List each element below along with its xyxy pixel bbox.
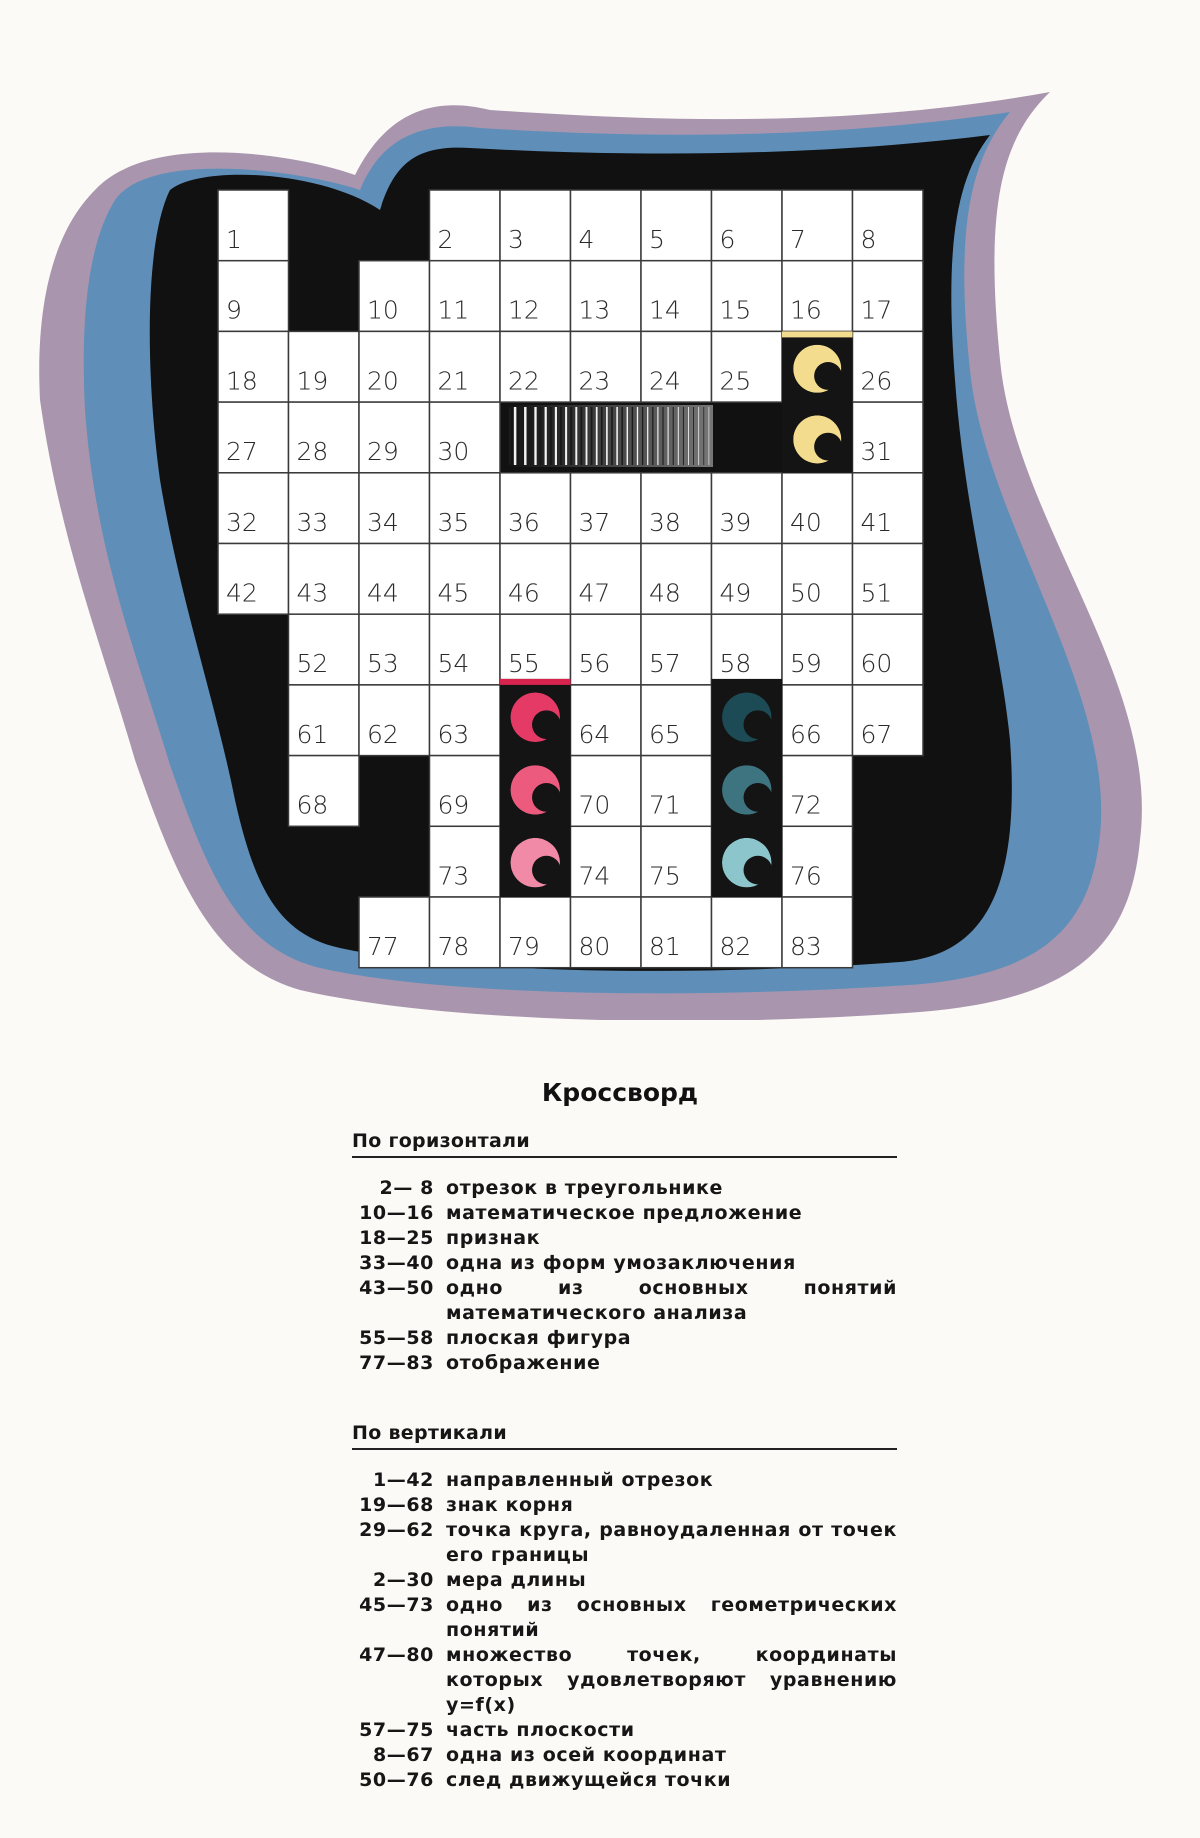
crossword-cell[interactable] [641,190,712,261]
crossword-cell[interactable] [782,685,853,756]
cell-number: 50 [790,578,822,608]
crossword-cell[interactable] [782,473,853,544]
down-clue [352,1768,897,1793]
cell-number: 32 [226,507,258,537]
cell-number: 6 [719,225,736,254]
cell-number: 31 [860,437,893,467]
crossword-cell[interactable] [359,331,430,402]
crescent-moon-icon [722,693,771,742]
crossword-cell[interactable] [430,473,501,544]
clue-text: точка круга, равноудаленная от точек его границы [446,1519,897,1566]
cell-number: 59 [790,649,822,679]
hatched-gradient-bar [508,405,713,467]
clue-number: 57—75 [359,1719,434,1741]
cell-number: 36 [508,507,540,537]
down-clue [352,1468,897,1493]
crossword-cell[interactable] [500,897,571,968]
crossword-cell[interactable] [782,826,853,897]
cell-number: 38 [649,507,681,537]
crossword-cell[interactable] [430,402,501,473]
crossword-cell[interactable] [712,473,783,544]
crossword-cell[interactable] [359,473,430,544]
cell-number: 66 [790,719,822,749]
cell-number: 47 [578,578,611,608]
cell-number: 13 [578,295,611,325]
clue-text: одна из форм умозаключения [446,1252,796,1274]
crossword-cell[interactable] [500,544,571,615]
crossword-cell[interactable] [853,402,924,473]
down-clue [352,1743,897,1768]
crossword-cell[interactable] [571,756,642,827]
crescent-moon-icon [722,765,771,814]
crossword-cell[interactable] [500,331,571,402]
clue-text: одна из осей координат [446,1744,727,1766]
cell-number: 7 [790,225,806,254]
down-clue [352,1493,897,1518]
across-clue [352,1251,897,1276]
cell-number: 58 [719,649,752,679]
crossword-cell[interactable] [289,756,360,827]
crossword-cell[interactable] [500,614,571,685]
clue-text: отрезок в треугольнике [446,1177,724,1199]
cell-number: 48 [649,578,681,608]
cell-number: 83 [790,932,822,961]
cell-number: 56 [578,649,611,679]
crossword-cell[interactable] [712,190,783,261]
crossword-cell[interactable] [500,190,571,261]
clue-number: 10—16 [359,1202,434,1224]
cell-number: 4 [578,225,595,254]
cell-number: 73 [437,861,470,891]
crossword-cell[interactable] [571,614,642,685]
across-clue [352,1226,897,1251]
crossword-cell[interactable] [782,261,853,332]
crossword-cell[interactable] [641,261,712,332]
crossword-cell[interactable] [782,897,853,968]
crossword-cell[interactable] [571,261,642,332]
cell-number: 19 [296,366,329,396]
crossword-cell[interactable] [571,897,642,968]
crossword-cell[interactable] [712,331,783,402]
crossword-cell[interactable] [853,544,924,615]
cell-number: 1 [226,225,242,254]
crossword-cell[interactable] [500,473,571,544]
across-clue-list [352,1176,897,1376]
cell-number: 23 [578,366,611,396]
clue-number: 2— 8 [379,1177,434,1199]
cell-number: 60 [860,649,893,679]
down-clue [352,1718,897,1743]
cell-number: 62 [367,719,399,749]
cell-number: 74 [578,861,611,891]
crossword-cell[interactable] [218,544,289,615]
crossword-cell[interactable] [571,826,642,897]
clue-number: 77—83 [359,1352,434,1374]
clue-number: 43—50 [359,1277,434,1299]
clue-number: 29—62 [359,1519,434,1541]
cell-number: 53 [367,649,399,679]
cell-number: 43 [296,578,329,608]
down-clues-section [352,1422,897,1793]
cell-number: 27 [226,437,258,467]
crossword-cell[interactable] [430,614,501,685]
across-clue [352,1351,897,1376]
crossword-cell[interactable] [359,544,430,615]
crossword-cell[interactable] [218,473,289,544]
cell-number: 22 [508,366,540,396]
cell-number: 65 [649,719,681,749]
cell-number: 76 [790,861,822,891]
cell-number: 70 [578,790,611,820]
cell-number: 34 [367,507,399,537]
crossword-cell[interactable] [359,261,430,332]
crossword-cell[interactable] [712,544,783,615]
crossword-cell[interactable] [289,402,360,473]
clue-text: знак корня [446,1494,574,1516]
cell-number: 8 [860,225,877,254]
across-clue [352,1201,897,1226]
crossword-cell[interactable] [571,190,642,261]
cell-number: 82 [719,932,752,961]
cell-number: 28 [296,437,329,467]
cell-number: 57 [649,649,681,679]
crossword-cell[interactable] [430,756,501,827]
cell-number: 61 [296,719,329,749]
down-clue [352,1568,897,1593]
clue-number: 18—25 [359,1227,434,1249]
across-clue [352,1276,897,1326]
moon-column-top-stripe [500,679,571,685]
crossword-cell[interactable] [571,473,642,544]
crossword-cell[interactable] [571,685,642,756]
crossword-cell[interactable] [430,190,501,261]
clue-text: признак [446,1227,541,1249]
cell-number: 41 [860,507,893,537]
cell-number: 68 [296,790,329,820]
cell-number: 17 [860,295,893,325]
crossword-cell[interactable] [218,261,289,332]
cell-number: 81 [649,932,681,961]
clue-number: 1—42 [372,1469,434,1491]
cell-number: 52 [296,649,329,679]
clue-text: плоская фигура [446,1327,632,1349]
crescent-moon-icon [793,345,841,393]
crossword-cell[interactable] [359,614,430,685]
cell-number: 15 [719,295,752,325]
cell-number: 69 [437,790,470,820]
cell-number: 46 [508,578,540,608]
clue-number: 45—73 [359,1594,434,1616]
crescent-moon-icon [511,765,560,814]
crossword-cell[interactable] [712,261,783,332]
crossword-cell[interactable] [430,331,501,402]
clue-number: 50—76 [359,1769,434,1791]
cell-number: 80 [578,932,611,961]
crossword-cell[interactable] [641,614,712,685]
crescent-moon-icon [722,838,771,887]
cell-number: 14 [649,295,681,325]
cell-number: 42 [226,578,258,608]
clue-number: 19—68 [359,1494,434,1516]
cell-number: 79 [508,932,540,961]
cell-number: 39 [719,507,752,537]
cell-number: 35 [437,507,470,537]
cell-number: 54 [437,649,470,679]
crescent-moon-icon [511,693,560,742]
crossword-cell[interactable] [289,331,360,402]
crossword-cell[interactable] [430,897,501,968]
cell-number: 67 [860,719,893,749]
crossword-cell[interactable] [218,190,289,261]
crossword-cell[interactable] [782,544,853,615]
cell-number: 9 [226,295,242,325]
crossword-cell[interactable] [853,331,924,402]
cell-number: 72 [790,790,822,820]
crossword-cell[interactable] [289,473,360,544]
crossword-cell[interactable] [218,402,289,473]
crossword-cell[interactable] [571,331,642,402]
crossword-cell[interactable] [853,685,924,756]
cell-number: 11 [437,295,470,325]
cell-number: 10 [367,295,399,325]
crossword-cell[interactable] [289,614,360,685]
crossword-cell[interactable] [430,261,501,332]
cell-number: 29 [367,437,399,467]
crossword-cell[interactable] [641,756,712,827]
crossword-cell[interactable] [359,402,430,473]
crossword-cell[interactable] [289,544,360,615]
down-clue-list [352,1468,897,1793]
clue-text: часть плоскости [446,1719,635,1741]
crossword-cell[interactable] [218,331,289,402]
crossword-cell[interactable] [500,261,571,332]
crossword-cell[interactable] [641,544,712,615]
across-clue [352,1326,897,1351]
cell-number: 51 [860,578,893,608]
cell-number: 16 [790,295,822,325]
crossword-cell[interactable] [782,190,853,261]
clue-number: 33—40 [359,1252,434,1274]
crossword-title: Кроссворд [541,1078,699,1107]
crescent-moon-icon [793,415,841,463]
crossword-cell[interactable] [782,756,853,827]
crossword-cell[interactable] [782,614,853,685]
cell-number: 2 [437,225,454,254]
crossword-cell[interactable] [641,685,712,756]
clue-text: направленный отрезок [446,1469,714,1491]
cell-number: 77 [367,932,399,961]
crossword-cell[interactable] [430,826,501,897]
clue-text: математическое предложение [446,1202,803,1224]
crossword-cell[interactable] [712,614,783,685]
cell-number: 24 [649,366,681,396]
cell-number: 12 [508,295,540,325]
across-clues-section [352,1130,897,1376]
crossword-cell[interactable] [641,331,712,402]
across-heading: По горизонтали [352,1130,897,1158]
cell-number: 63 [437,719,470,749]
crossword-cell[interactable] [641,897,712,968]
crossword-cell[interactable] [289,685,360,756]
crossword-cell[interactable] [853,614,924,685]
clue-text: одно из основных понятий математического анализа [446,1277,897,1324]
crossword-cell[interactable] [571,544,642,615]
cell-number: 78 [437,932,470,961]
moon-column-top-stripe [782,331,853,337]
cell-number: 37 [578,507,611,537]
down-clue [352,1643,897,1718]
clue-number: 47—80 [359,1644,434,1666]
cell-number: 18 [226,366,258,396]
crossword-cell[interactable] [641,473,712,544]
crossword-cell[interactable] [712,897,783,968]
cell-number: 25 [719,366,752,396]
cell-number: 55 [508,649,540,679]
crossword-cell[interactable] [853,473,924,544]
clue-text: отображение [446,1352,601,1374]
cell-number: 3 [508,225,524,254]
down-heading: По вертикали [352,1422,897,1450]
clue-number: 8—67 [372,1744,434,1766]
cell-number: 20 [367,366,399,396]
crossword-cell[interactable] [641,826,712,897]
crossword-cell[interactable] [359,685,430,756]
cell-number: 33 [296,507,329,537]
down-clue [352,1593,897,1643]
across-clue [352,1176,897,1201]
clue-number: 55—58 [359,1327,434,1349]
cell-number: 75 [649,861,681,891]
clue-text: множество точек, координаты которых удовлетворяют уравнению y=f(x) [446,1644,897,1716]
crescent-moon-icon [511,838,560,887]
cell-number: 64 [578,719,611,749]
cell-number: 26 [860,366,893,396]
clue-text: след движущейся точки [446,1769,732,1791]
cell-number: 5 [649,225,665,254]
cell-number: 21 [437,366,470,396]
down-clue [352,1518,897,1568]
cell-number: 44 [367,578,399,608]
cell-number: 49 [719,578,752,608]
cell-number: 71 [649,790,681,820]
cell-number: 45 [437,578,470,608]
clue-number: 2—30 [372,1569,434,1591]
crossword-cell[interactable] [853,261,924,332]
crossword-cell[interactable] [853,190,924,261]
clue-text: одно из основных геометрических понятий [446,1594,897,1641]
cell-number: 40 [790,507,822,537]
cell-number: 30 [437,437,470,467]
clue-text: мера длины [446,1569,587,1591]
crossword-cell[interactable] [359,897,430,968]
crossword-cell[interactable] [430,544,501,615]
crossword-cell[interactable] [430,685,501,756]
